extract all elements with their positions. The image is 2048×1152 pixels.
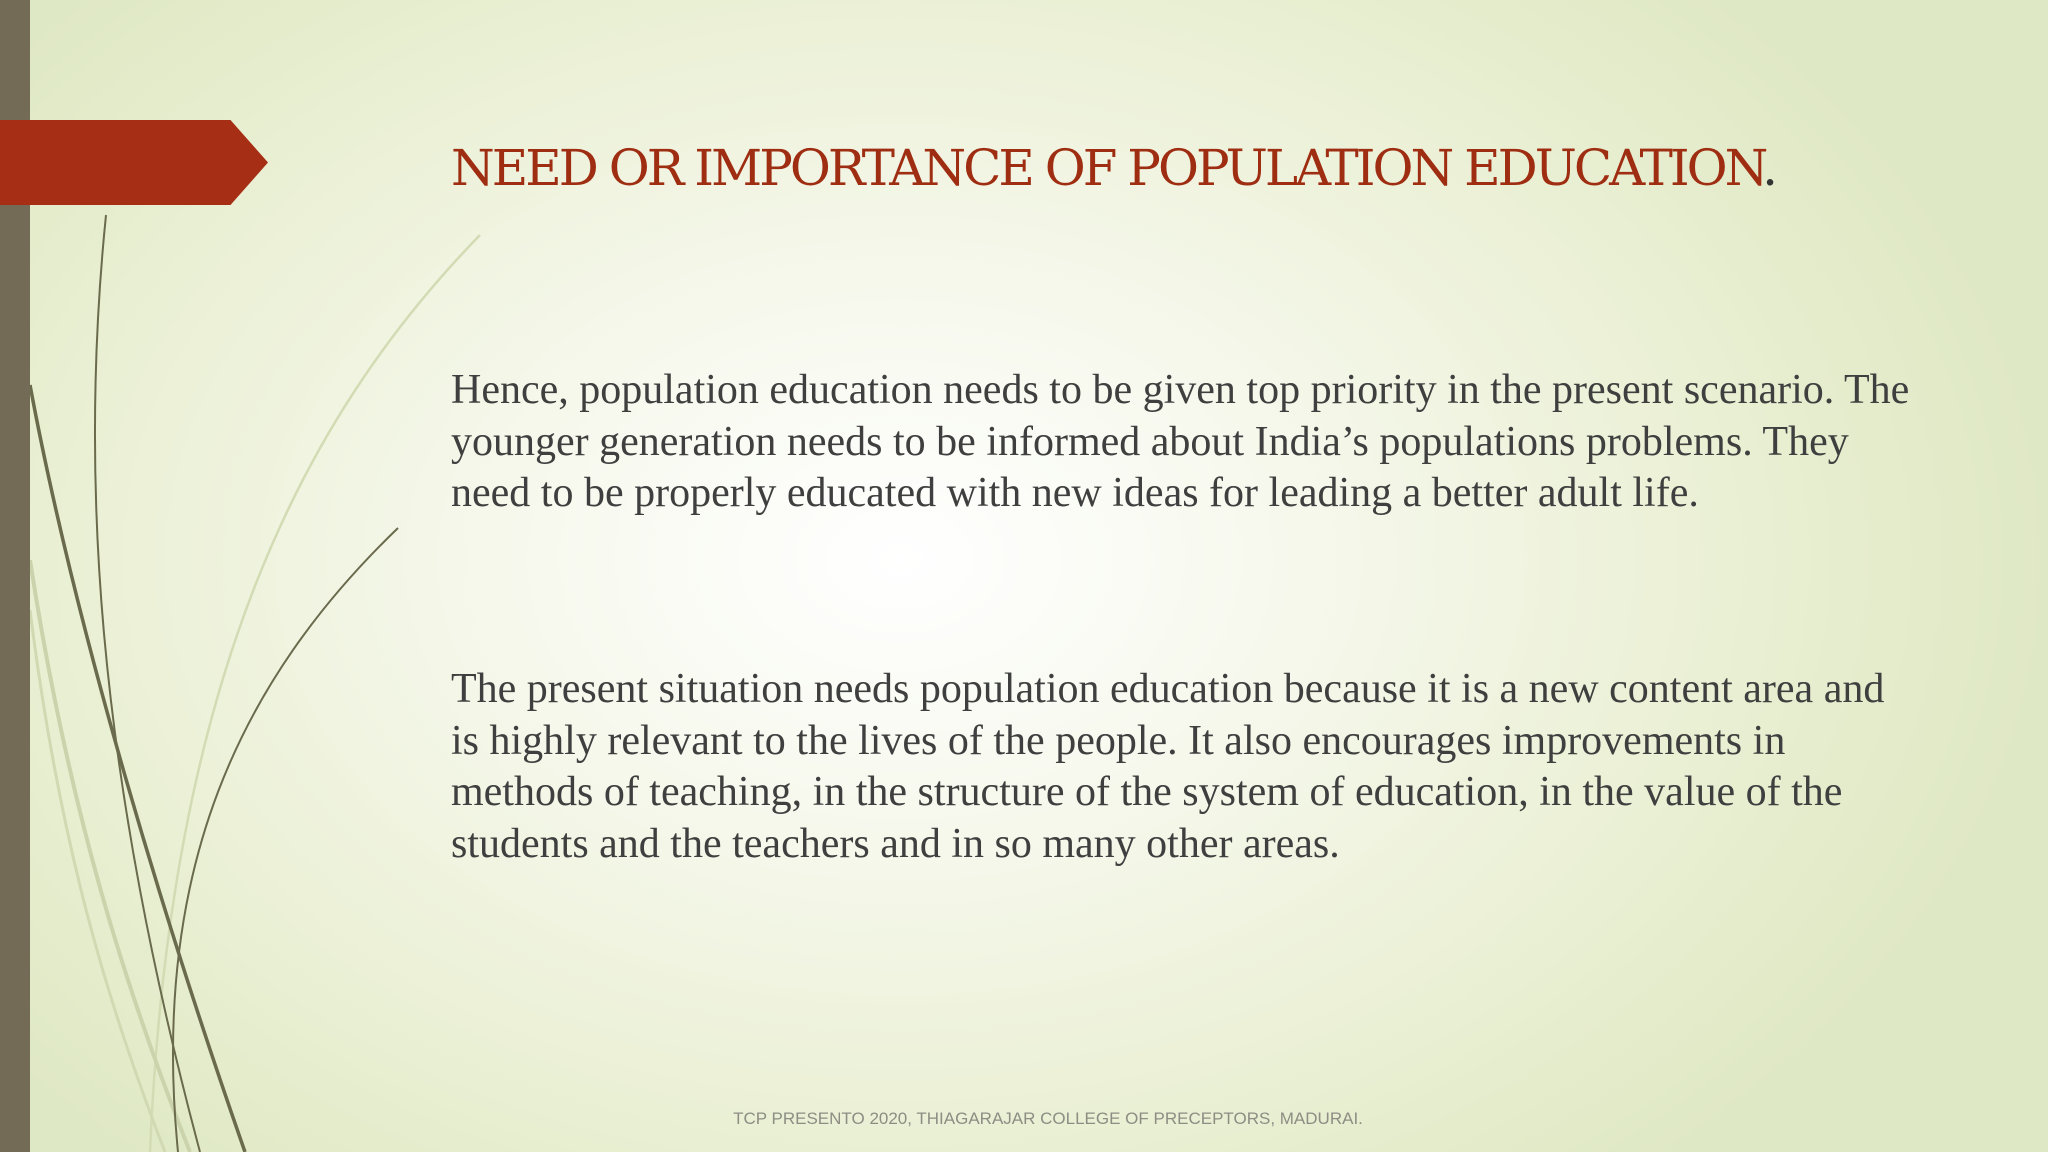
slide-title: [451, 128, 1775, 208]
slide-footer: [0, 1109, 2048, 1129]
body-paragraph-1: Hence, population education needs to be given top priority in the present scenario. The younger generation needs to be informed about India’s populations problems. They need to be properly educated with new ideas for leading a better adult life.: [451, 367, 1910, 516]
slide-title-text: NEED OR IMPORTANCE OF POPULATION EDUCATION: [451, 139, 1763, 197]
slide-footer-text: TCP PRESENTO 2020, THIAGARAJAR COLLEGE OF PRECEPTORS, MADURAI.: [733, 1109, 1363, 1128]
body-paragraph-2: The present situation needs population education because it is a new content area and is highly relevant to the lives of the people. It also encourages improvements in methods of teaching, in the structure of the system of education, in the value of the students and the teachers and in so many other areas.: [451, 666, 1885, 867]
title-arrow-tab: [0, 120, 268, 205]
slide-title-period: .: [1762, 139, 1776, 197]
